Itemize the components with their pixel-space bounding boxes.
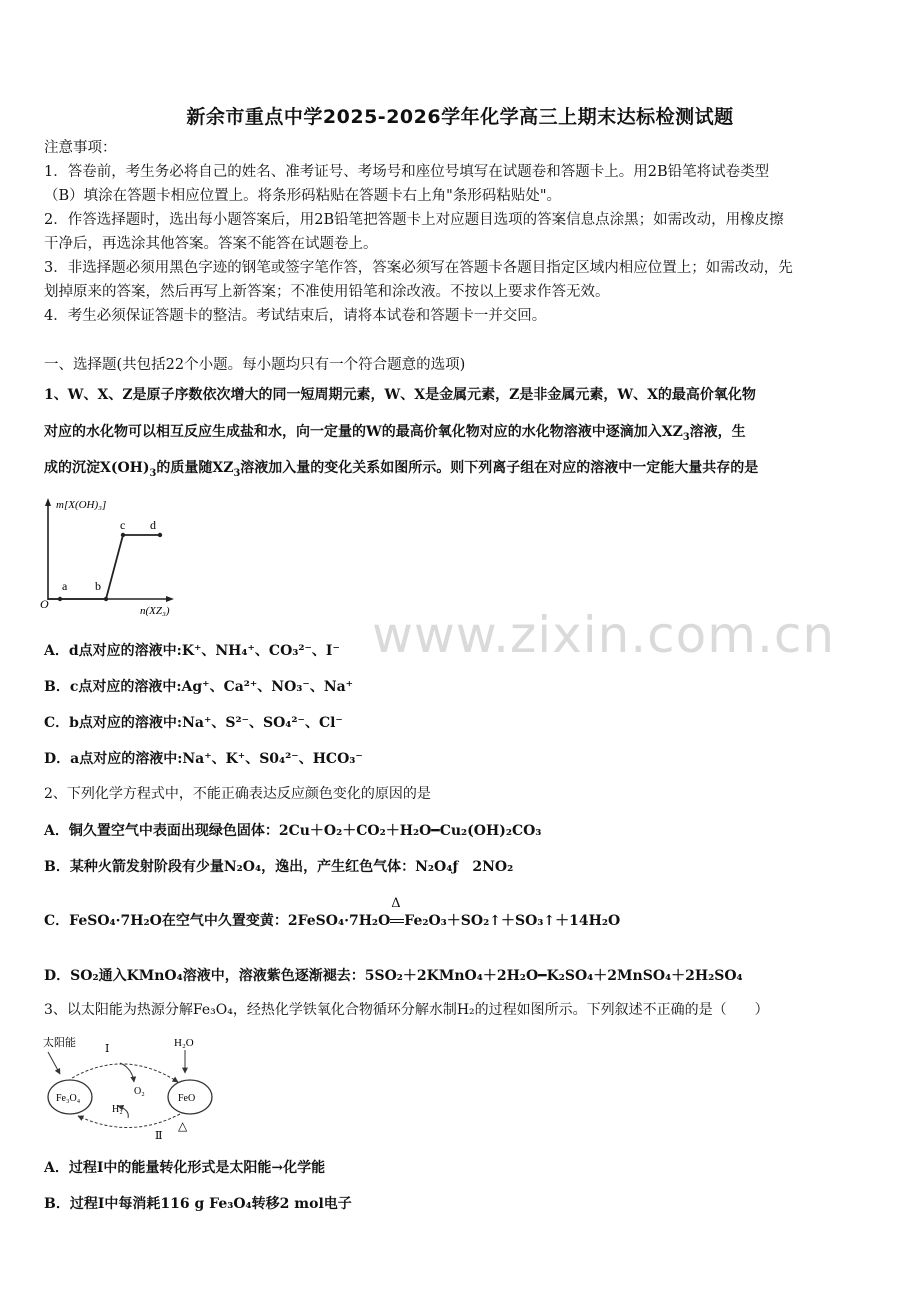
oxygen-label: O₂ (134, 1086, 145, 1097)
feo-label: FeO (178, 1093, 196, 1104)
point-d (158, 533, 162, 537)
step-i-label: Ⅰ (105, 1043, 110, 1055)
process-i-arrow (72, 1064, 178, 1082)
point-c (121, 533, 125, 537)
origin-label: O (40, 597, 49, 611)
oxygen-arrow (120, 1063, 134, 1082)
q3-stem: 3、以太阳能为热源分解Fe₃O₄，经热化学铁氧化合物循环分解水制H₂的过程如图所示。下列叙述不正确的是（ ） (44, 1002, 769, 1018)
q1-stem-line1: 1、W、X、Z是原子序数依次增大的同一短周期元素，W、X是金属元素，Z是非金属元素，W、X的最高价氧化物 (44, 387, 756, 403)
notice-line: （B）填涂在答题卡相应位置上。将条形码粘贴在答题卡右上角"条形码粘贴处"。 (44, 188, 561, 204)
q3-option-b: B．过程Ⅰ中每消耗116 g Fe₃O₄转移2 mol电子 (44, 1196, 352, 1212)
q2-option-d: D．SO₂通入KMnO₄溶液中，溶液紫色逐渐褪去：5SO₂＋2KMnO₄＋2H₂O━K₂SO₄＋2MnSO₄＋2H₂SO₄ (44, 968, 743, 984)
y-axis-label: m[X(OH)₃] (56, 499, 107, 511)
q3-option-a: A．过程Ⅰ中的能量转化形式是太阳能→化学能 (44, 1160, 326, 1176)
q1-graph (40, 492, 200, 620)
q2-option-b: B．某种火箭发射阶段有少量N₂O₄，逸出，产生红色气体：N₂O₄ƒ 2NO₂ (44, 859, 514, 875)
fe3o4-label: Fe₃O₄ (56, 1093, 81, 1104)
y-axis-arrow (45, 498, 51, 506)
label-b: b (95, 579, 101, 593)
notice-line: 干净后，再选涂其他答案。答案不能答在试题卷上。 (44, 236, 378, 252)
q2-option-a: A．铜久置空气中表面出现绿色固体：2Cu＋O₂＋CO₂＋H₂O━Cu₂(OH)₂CO₃ (44, 823, 542, 839)
hydrogen-label: H₂ (112, 1104, 123, 1115)
q1-option-d: D．a点对应的溶液中:Na⁺、K⁺、S0₄²⁻、HCO₃⁻ (44, 751, 363, 767)
notice-heading: 注意事项： (44, 140, 117, 156)
heat-symbol: Δ (391, 896, 401, 911)
q1-option-b: B．c点对应的溶液中:Ag⁺、Ca²⁺、NO₃⁻、Na⁺ (44, 679, 354, 695)
point-b (104, 597, 108, 601)
q2-stem: 2、下列化学方程式中，不能正确表达反应颜色变化的原因的是 (44, 786, 431, 802)
q1-stem-line2: 对应的水化物可以相互反应生成盐和水，向一定量的W的最高价氧化物对应的水化物溶液中逐滴加入$XZ_3$溶液，生 (44, 424, 746, 443)
q3-diagram (40, 1030, 230, 1145)
q2-option-c: C．FeSO₄·7H₂O在空气中久置变黄：2FeSO₄·7H₂O Δ Fe₂O₃＋SO₂↑＋SO₃↑＋14H₂O (44, 896, 621, 929)
label-c: c (120, 518, 126, 532)
process-ii-arrow (78, 1114, 180, 1128)
step-ii-label: Ⅱ (155, 1130, 163, 1142)
water-label: H₂O (174, 1037, 194, 1049)
point-a (58, 597, 62, 601)
label-a: a (62, 579, 68, 593)
notice-line: 3．非选择题必须用黑色字迹的钢笔或签字笔作答，答案必须写在答题卡各题目指定区域内相应位置上；如需改动，先 (44, 260, 793, 276)
notice-line: 划掉原来的答案，然后再写上新答案；不准使用铅笔和涂改液。不按以上要求作答无效。 (44, 284, 610, 300)
notice-line: 1．答卷前，考生务必将自己的姓名、准考证号、考场号和座位号填写在试题卷和答题卡上。用2B铅笔将试卷类型 (44, 164, 770, 180)
q1-option-a: A．d点对应的溶液中:K⁺、NH₄⁺、CO₃²⁻、I⁻ (44, 643, 340, 659)
solar-energy-label: 太阳能 (43, 1037, 76, 1049)
heat-label: △ (178, 1119, 188, 1133)
q1-stem-line3: 成的沉淀$X(OH)_3$的质量随$XZ_3$溶液加入量的变化关系如图所示。则下列离子组在对应的溶液中一定能大量共存的是 (44, 460, 759, 479)
label-d: d (150, 518, 156, 532)
notice-line: 4．考生必须保证答题卡的整洁。考试结束后，请将本试卷和答题卡一并交回。 (44, 308, 547, 324)
x-axis-arrow (166, 596, 174, 602)
q1-option-c: C．b点对应的溶液中:Na⁺、S²⁻、SO₄²⁻、Cl⁻ (44, 715, 343, 731)
notice-line: 2．作答选择题时，选出每小题答案后，用2B铅笔把答题卡上对应题目选项的答案信息点涂黑；如需改动，用橡皮擦 (44, 212, 784, 228)
watermark: www.zixin.com.cn (372, 606, 836, 664)
x-axis-label: n(XZ₃) (140, 605, 170, 617)
solar-arrow (48, 1052, 60, 1074)
equals-sign (390, 919, 404, 923)
page-title: 新余市重点中学2025-2026学年化学高三上期末达标检测试题 (186, 106, 734, 128)
section-heading: 一、选择题(共包括22个小题。每小题均只有一个符合题意的选项) (44, 357, 466, 373)
